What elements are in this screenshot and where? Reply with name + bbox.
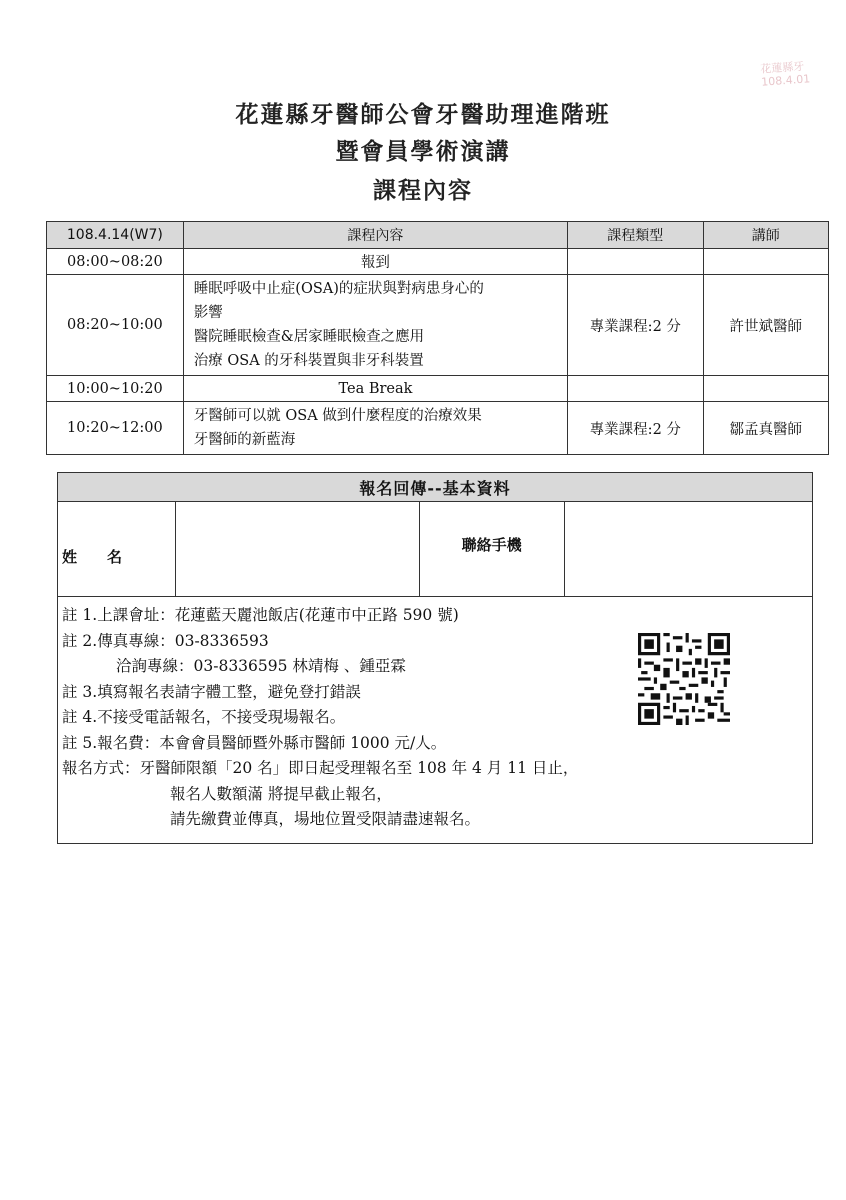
note-line: 註 3.填寫報名表請字體工整，避免登打錯誤 — [62, 682, 361, 701]
note-line: 註 5.報名費：本會會員醫師暨外縣市醫師 1000 元/人。 — [62, 733, 447, 752]
content-line: 牙醫師可以就 OSA 做到什麼程度的治療效果 — [193, 408, 482, 424]
table-row — [47, 275, 829, 376]
row-type — [568, 376, 703, 402]
row-speaker: 許世斌醫師 — [703, 275, 828, 376]
note-line: 註 4.不接受電話報名，不接受現場報名。 — [62, 708, 346, 726]
table-row — [47, 402, 829, 455]
content-line: 影響 — [193, 305, 223, 321]
row-type: 專業課程:2 分 — [568, 275, 703, 376]
table-row — [47, 249, 829, 275]
row-content — [183, 275, 567, 376]
phone-field[interactable] — [564, 502, 813, 597]
header-content: 課程內容 — [183, 222, 567, 249]
note-line: 請先繳費並傳真，場地位置受限請盡速報名。 — [170, 810, 481, 828]
row-time: 10:00~10:20 — [47, 376, 184, 402]
row-speaker — [703, 376, 828, 402]
signup-table — [57, 472, 813, 844]
row-speaker: 鄒孟真醫師 — [703, 402, 828, 455]
row-speaker — [703, 249, 828, 275]
stamp-line-2: 108.4.01 — [760, 72, 811, 89]
table-row — [47, 376, 829, 402]
title-line-2: 暨會員學術演講 — [335, 139, 511, 165]
note-line: 報名方式：牙醫師限額「20 名」即日起受理報名至 108 年 4 月 11 日止， — [62, 759, 579, 777]
signup-header: 報名回傳--基本資料 — [58, 473, 813, 502]
row-content — [183, 402, 567, 455]
row-time: 08:00~08:20 — [47, 249, 184, 275]
header-speaker: 講師 — [703, 222, 828, 249]
notes-section — [58, 597, 813, 844]
content-line: 牙醫師的新藍海 — [193, 432, 296, 448]
schedule-table — [46, 221, 829, 455]
content-line: 醫院睡眠檢查&居家睡眠檢查之應用 — [193, 329, 425, 345]
stamp-line-1: 花蓮縣牙 — [759, 59, 805, 76]
header-date: 108.4.14(W7) — [47, 222, 184, 249]
content-line: 治療 OSA 的牙科裝置與非牙科裝置 — [193, 353, 424, 369]
schedule-header-row — [47, 222, 829, 249]
note-line: 報名人數額滿 將提早截止報名， — [170, 784, 392, 803]
row-type — [568, 249, 703, 275]
phone-label: 聯絡手機 — [419, 502, 564, 597]
header-type: 課程類型 — [568, 222, 703, 249]
content-line: 睡眠呼吸中止症(OSA)的症狀與對病患身心的 — [193, 281, 484, 297]
row-content: 報到 — [183, 249, 567, 275]
qr-code-icon[interactable] — [638, 633, 730, 725]
note-line: 註 2.傳真專線：03-8336593 — [62, 631, 269, 650]
row-type: 專業課程:2 分 — [568, 402, 703, 455]
note-line: 註 1.上課會址：花蓮藍天麗池飯店(花蓮市中正路 590 號) — [62, 606, 459, 624]
row-time: 08:20~10:00 — [47, 275, 184, 376]
title-line-1: 花蓮縣牙醫師公會牙醫助理進階班 — [235, 102, 611, 128]
name-field[interactable] — [176, 502, 420, 597]
row-content: Tea Break — [183, 376, 567, 402]
title-line-3: 課程內容 — [373, 178, 473, 204]
name-label: 姓 名 — [58, 502, 176, 597]
row-time: 10:20~12:00 — [47, 402, 184, 455]
note-line: 洽詢專線：03-8336595 林靖梅 、鍾亞霖 — [116, 657, 406, 675]
